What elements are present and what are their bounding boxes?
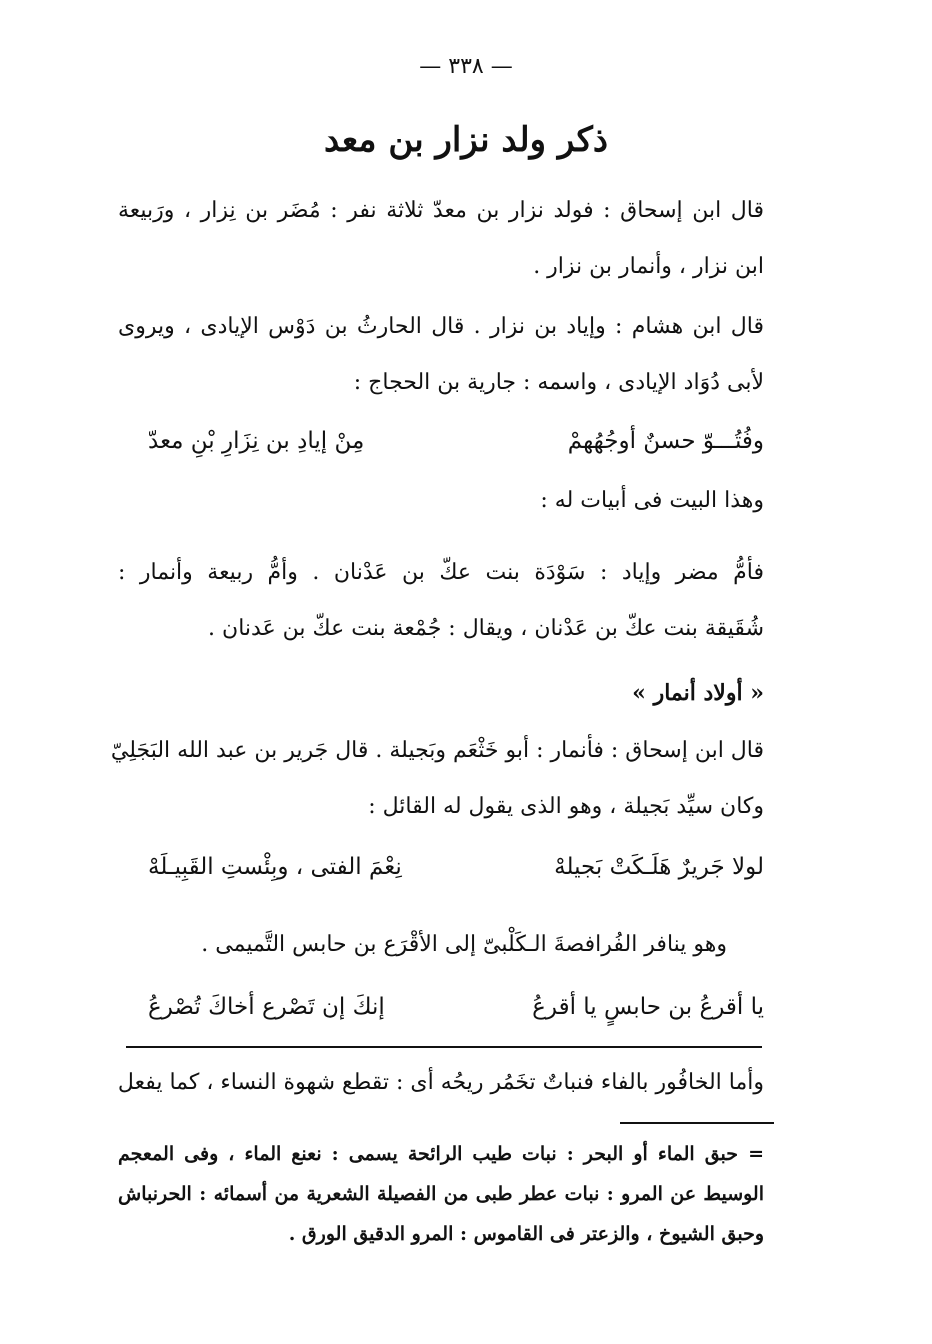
paragraph-4-line-2: شُقَيقة بنت عكّ بن عَدْنان ، ويقال : جُمْعة بنت عكّ بن عَدنان . xyxy=(208,616,764,641)
verse-2-hemistich-right: لولا جَريرٌ هَلَـكَتْ بَجيلهْ xyxy=(554,854,764,880)
verse-3-hemistich-left: إنكَ إن تَصْرع أخاكَ تُصْرعُ xyxy=(148,994,385,1020)
footnote-continuation: وأما الخافُور بالفاء فنباتٌ تخَمُر ريحُه أى : تقطع شهوة النساء ، كما يفعل xyxy=(117,1070,764,1095)
verse-1-hemistich-left: مِنْ إيادِ بن نِزَارِ بْنِ معدّ xyxy=(148,428,365,454)
paragraph-1-line-1: قال ابن إسحاق : فولد نزار بن معدّ ثلاثة نفر : مُضَر بن نِزار ، ورَبيعة xyxy=(118,198,764,223)
page-number: — ٣٣٨ — xyxy=(419,54,513,79)
paragraph-2-line-1: قال ابن هشام : وإياد بن نزار . قال الحارثُ بن دَوْس الإيادى ، ويروى xyxy=(118,314,764,339)
paragraph-1-line-2: ابن نزار ، وأنمار بن نزار . xyxy=(533,254,764,279)
verse-2-hemistich-left: نِعْمَ الفتى ، وبِئْستِ القَبِيـلَهْ xyxy=(148,854,402,880)
section-subheading: « أولاد أنمار » xyxy=(632,680,764,706)
footnote-line-2: الوسيط عن المرو : نبات عطر طبى من الفصيلة الشعرية من أسمائه : الحرنباش xyxy=(118,1183,764,1205)
text-rule xyxy=(126,1046,762,1048)
paragraph-3: وهذا البيت فى أبيات له : xyxy=(540,488,764,513)
verse-1-hemistich-right: وفُتُـــوّ حسنٌ أوجُهُهمْ xyxy=(567,428,764,454)
paragraph-5-line-2: وكان سيِّد بَجيلة ، وهو الذى يقول له القائل : xyxy=(368,794,764,819)
footnote-rule xyxy=(620,1122,774,1124)
paragraph-2-line-2: لأبى دُوَاد الإيادى ، واسمه : جارية بن الحجاج : xyxy=(353,370,764,395)
footnote-line-3: وحبق الشيوخ ، والزعتر فى القاموس : المرو الدقيق الورق . xyxy=(288,1223,764,1245)
paragraph-6: وهو ينافر الفُرافصةَ الـكَلْبىّ إلى الأقْرَع بن حابس التَّميمى . xyxy=(201,932,727,957)
verse-3-hemistich-right: يا أقرعُ بن حابسٍ يا أقرعُ xyxy=(532,994,764,1020)
footnote-line-1: = حبق الماء أو البحر : نبات طيب الرائحة يسمى : نعنع الماء ، وفى المعجم xyxy=(118,1143,764,1165)
paragraph-4-line-1: فأمُّ مضر وإياد : سَوْدَة بنت عكّ بن عَدْنان . وأمُّ ربيعة وأنمار : xyxy=(118,560,764,585)
paragraph-5-line-1: قال ابن إسحاق : فأنمار : أبو خَثْعَم وبَجيلة . قال جَرير بن عبد الله البَجَلِيّ xyxy=(110,738,764,763)
chapter-title: ذكر ولد نزار بن معد xyxy=(324,120,608,160)
